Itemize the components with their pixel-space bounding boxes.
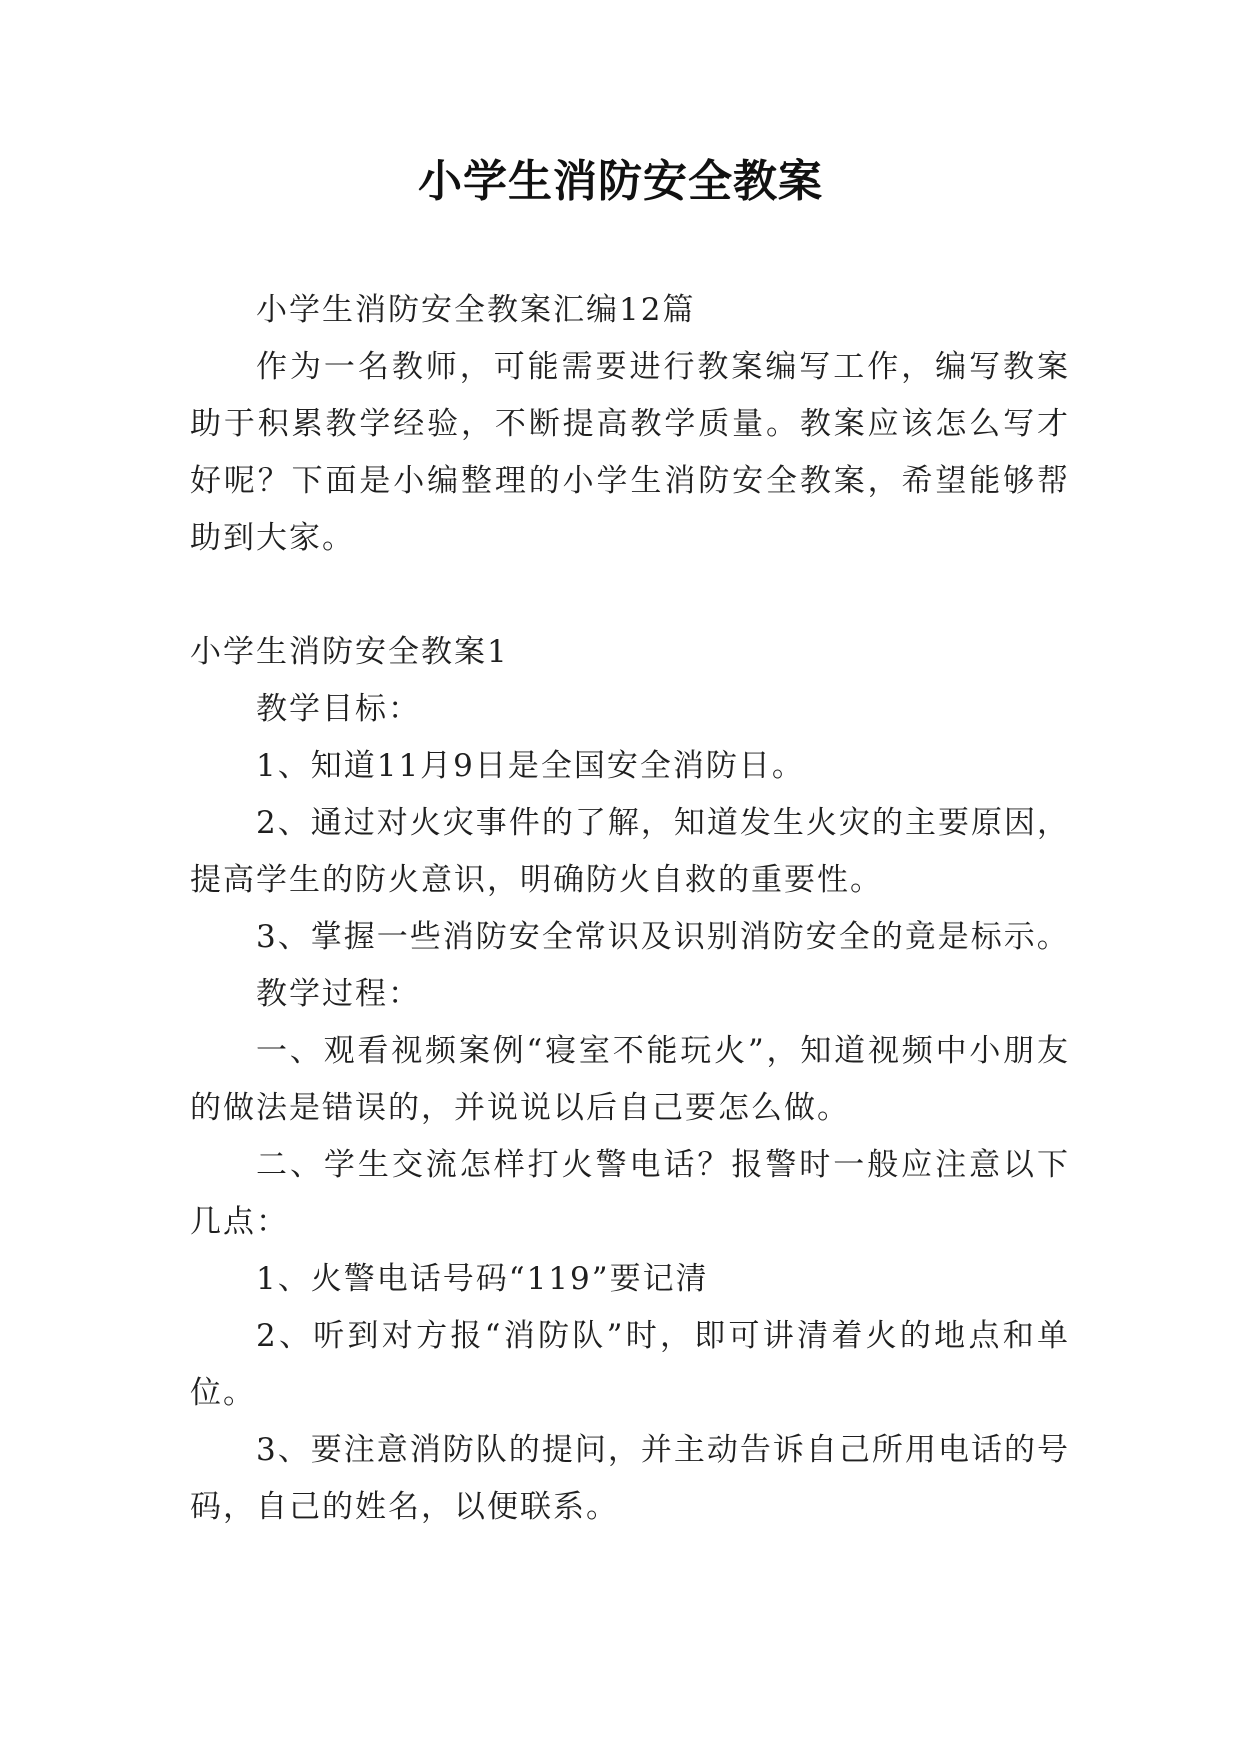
process-step-1: 一、观看视频案例“寝室不能玩火”，知道视频中小朋友的做法是错误的，并说说以后自己要怎么做。 (190, 1033, 1070, 1126)
intro-heading: 小学生消防安全教案汇编12篇 (256, 292, 696, 328)
goal-item-1: 1、知道11月9日是全国安全消防日。 (256, 748, 805, 784)
goal-item-2: 2、通过对火灾事件的了解，知道发生火灾的主要原因，提高学生的防火意识，明确防火自救的重要性。 (190, 805, 1070, 898)
goal-item-3: 3、掌握一些消防安全常识及识别消防安全的竟是标示。 (256, 919, 1070, 955)
section-heading: 小学生消防安全教案1 (190, 634, 509, 670)
alarm-point-2: 2、听到对方报“消防队”时，即可讲清着火的地点和单位。 (190, 1318, 1070, 1411)
goals-label: 教学目标： (256, 691, 421, 727)
alarm-point-3: 3、要注意消防队的提问，并主动告诉自己所用电话的号码，自己的姓名，以便联系。 (190, 1432, 1070, 1525)
alarm-point-1: 1、火警电话号码“119”要记清 (256, 1261, 709, 1297)
process-label: 教学过程： (256, 976, 421, 1012)
intro-paragraph: 作为一名教师，可能需要进行教案编写工作，编写教案助于积累教学经验，不断提高教学质量。教案应该怎么写才好呢？下面是小编整理的小学生消防安全教案，希望能够帮助到大家。 (190, 349, 1070, 556)
process-step-2: 二、学生交流怎样打火警电话？报警时一般应注意以下几点： (190, 1147, 1070, 1240)
document-title: 小学生消防安全教案 (418, 156, 823, 207)
document-body (190, 282, 1070, 1536)
section-spacer (190, 567, 1070, 624)
